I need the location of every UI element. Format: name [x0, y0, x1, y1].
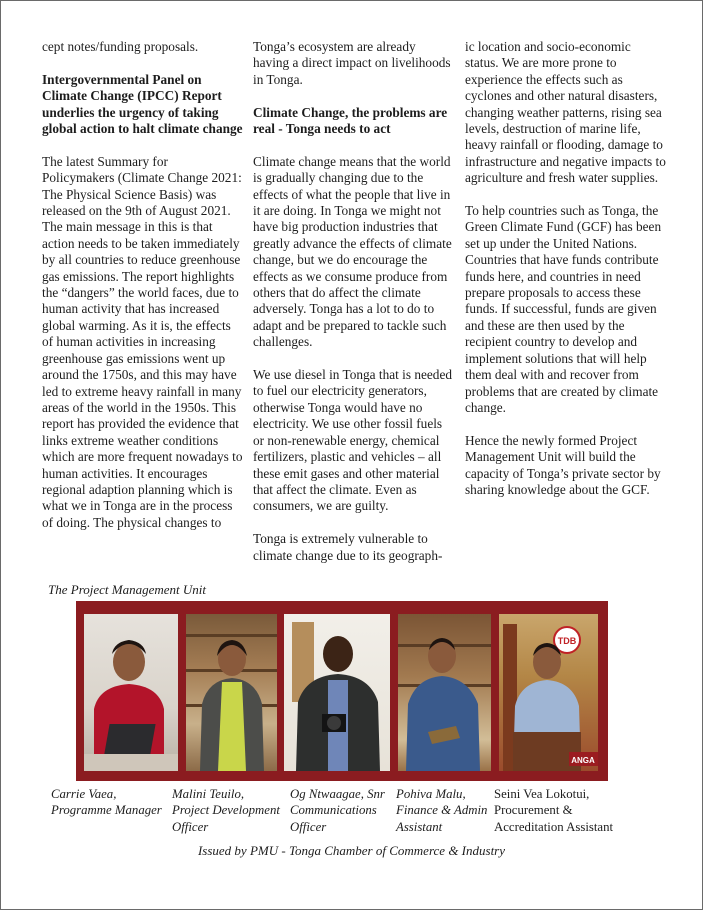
paragraph: ic location and socio-economic status. We are more prone to experience the effects such as cyclones and other natural disasters, changing weather patterns, rising sea levels, destruction of marine life, heavy rainfall or flooding, damage to infrastructure and negative impacts to agriculture and fresh water supplies.: [465, 39, 666, 186]
person-illustration: [499, 614, 598, 771]
paragraph: cept notes/funding proposals.: [42, 39, 199, 54]
text-column-1: [42, 39, 243, 531]
paragraph: To help countries such as Tonga, the Green Climate Fund (GCF) has been set up under the United Nations. Countries that have funds contribute funds here, and countries in need prepare proposals to access these funds. If successful, funds are given and these are then used by the recipient country to develop and implement solutions that will help them deal with and recover from problems that are created by climate change.: [465, 203, 662, 415]
text-column-2: [253, 39, 454, 564]
person-role: Communications Officer: [290, 803, 377, 834]
paragraph: Climate change means that the world is gradually changing due to the effects of what the people that live in it are doing. In Tonga we might not have big production industries that greatly advance the effects of climate change, but we do encourage the effects as we consume produce from others that do affect the climate adversely. Tonga has a lot to do to adapt and be prepared to tackle such challenges.: [253, 153, 452, 350]
person-name: Seini Vea Lokotui,: [494, 787, 590, 801]
photo-caption: The Project Management Unit: [48, 582, 207, 597]
paragraph: Tonga is extremely vulnerable to climate change due to its geograph-: [253, 531, 443, 563]
person-name: Malini Teuilo,: [172, 787, 245, 801]
person-name: Carrie Vaea,: [51, 787, 117, 801]
photo-malini-teuilo: [186, 614, 277, 771]
page-footer: Issued by PMU - Tonga Chamber of Commerce & Industry: [197, 843, 506, 858]
tdb-logo-text: TDB: [557, 636, 577, 646]
person-role: Finance & Admin Assistant: [396, 803, 488, 834]
photo-pohiva-malu: [398, 614, 491, 771]
person-caption-5: [494, 786, 634, 835]
person-illustration: [84, 614, 178, 771]
person-caption-4: [396, 786, 492, 835]
section-heading-climate-change: Climate Change, the problems are real - Tonga needs to act: [253, 104, 448, 137]
person-name: Pohiva Malu,: [396, 787, 466, 801]
banner-text: ANGA: [571, 756, 595, 765]
text-column-3: [465, 39, 666, 498]
person-illustration: [398, 614, 491, 771]
photo-seini-vea-lokotui: [499, 614, 598, 771]
person-name: Og Ntwaagae, Snr: [290, 787, 385, 801]
paragraph: Tonga’s ecosystem are already having a direct impact on livelihoods in Tonga.: [253, 39, 451, 87]
person-illustration: [284, 614, 390, 771]
team-photo-band: [76, 601, 608, 781]
paragraph: Hence the newly formed Project Management Unit will build the capacity of Tonga’s private sector by sharing knowledge about the GCF.: [465, 432, 661, 497]
photo-og-ntwaagae: [284, 614, 390, 771]
person-illustration: [186, 614, 277, 771]
person-role: Programme Manager: [51, 803, 162, 818]
person-caption-1: [51, 786, 176, 819]
person-role: Project Development Officer: [172, 803, 280, 834]
paragraph: We use diesel in Tonga that is needed to fuel our electricity generators, otherwise Tonga would have no electricity. We use other fossil fuels or non-renewable energy, chemical fertilizers, plastic and vehicles – all these emit gases and other material that affect the climate. Even as consumers, we are guilty.: [253, 367, 452, 514]
person-caption-3: [290, 786, 396, 835]
section-heading-ipcc: Intergovernmental Panel on Climate Change (IPCC) Report underlies the urgency of taking global action to halt climate change: [42, 71, 243, 137]
paragraph: The latest Summary for Policymakers (Climate Change 2021: The Physical Science Basis) was released on the 9th of August 2021. The main message in this is that action needs to be taken immediately by all countries to reduce greenhouse gas emissions. The report highlights the “dangers” the world faces, due to human activity that has increased global warming. As it is, the effects of human activities in increasing greenhouse gas emissions went up around the 1750s, and this may have led to extreme heavy rainfall in many areas of the world in the 1950s. This report has provided the evidence that links extreme weather conditions which are more frequent nowadays to human activities. It encourages regional adaption planning which is what we in Tonga are in the process of doing. The physical changes to: [42, 153, 243, 530]
person-role: Procurement & Accreditation Assistant: [494, 803, 614, 834]
photo-carrie-vaea: [84, 614, 178, 771]
person-caption-2: [172, 786, 292, 835]
